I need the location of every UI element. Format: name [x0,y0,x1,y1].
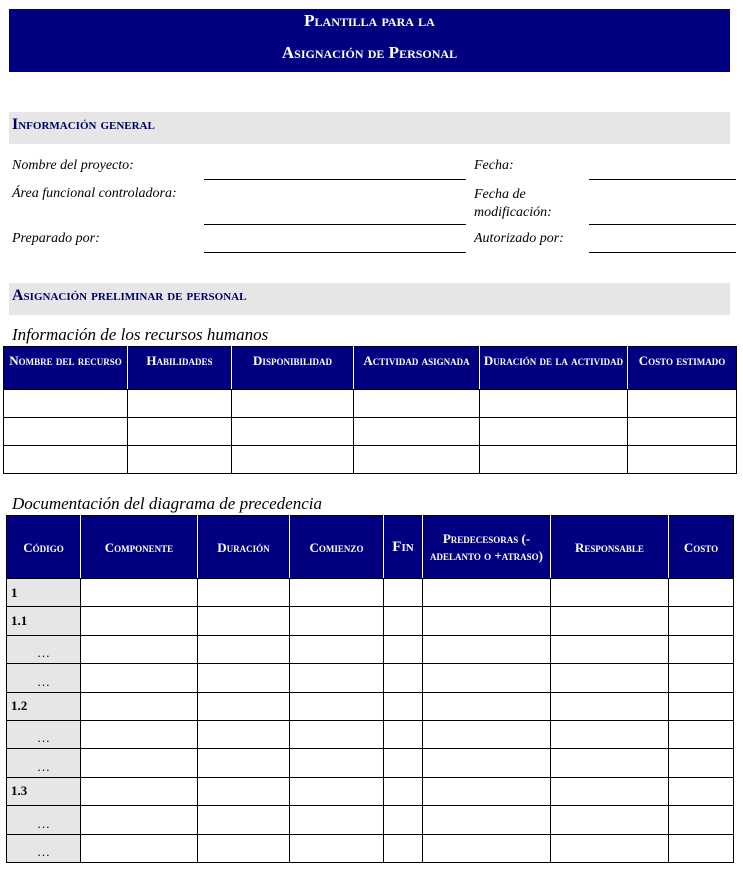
cell-code: 1.2 [7,692,81,720]
cell-duration[interactable] [198,806,290,834]
cell-responsible[interactable] [551,720,669,748]
project-name-label: Nombre del proyecto: [12,158,134,173]
cell-code: … [7,720,81,748]
table-row [7,720,734,748]
col-header-duration: Duración [198,516,290,579]
col-header-resource-name: Nombre del recurso [4,347,128,390]
cell-cost[interactable] [669,834,734,862]
table-row [7,692,734,720]
cell-code: … [7,664,81,692]
col-header-start: Comienzo [290,516,384,579]
cell-end[interactable] [384,720,423,748]
cell-duration[interactable] [198,607,290,635]
cell-cost[interactable] [669,692,734,720]
cell-skills[interactable] [128,390,232,418]
prepared-by-field[interactable] [204,252,466,253]
cell-predecessors[interactable] [423,664,551,692]
col-header-assigned-activity: Actividad asignada [354,347,480,390]
cell-component[interactable] [81,806,198,834]
cell-start[interactable] [290,635,384,663]
cell-start[interactable] [290,720,384,748]
cell-duration[interactable] [198,635,290,663]
precedence-table [6,515,734,863]
cell-assigned-activity[interactable] [354,390,480,418]
cell-predecessors[interactable] [423,607,551,635]
cell-skills[interactable] [128,446,232,474]
cell-resource-name[interactable] [4,390,128,418]
cell-end[interactable] [384,579,423,607]
table-row [7,777,734,805]
cell-availability[interactable] [232,418,354,446]
col-header-estimated-cost: Costo estimado [628,347,737,390]
col-header-skills: Habilidades [128,347,232,390]
cell-code: 1.3 [7,777,81,805]
cell-responsible[interactable] [551,777,669,805]
cell-end[interactable] [384,777,423,805]
date-field[interactable] [589,179,736,180]
modification-date-label: Fecha de modificación: [474,187,552,220]
cell-resource-name[interactable] [4,418,128,446]
cell-activity-duration[interactable] [480,418,628,446]
cell-start[interactable] [290,664,384,692]
section-general-info [9,112,730,144]
cell-estimated-cost[interactable] [628,446,737,474]
cell-activity-duration[interactable] [480,390,628,418]
cell-code: … [7,749,81,777]
precedence-subtitle: Documentación del diagrama de precedencia [12,494,323,513]
modification-date-field[interactable] [589,224,736,225]
table-row [7,607,734,635]
cell-start[interactable] [290,777,384,805]
table-row [4,390,737,418]
cell-start[interactable] [290,692,384,720]
title-banner [9,9,730,72]
cell-availability[interactable] [232,446,354,474]
cell-predecessors[interactable] [423,777,551,805]
cell-component[interactable] [81,664,198,692]
cell-cost[interactable] [669,777,734,805]
cell-cost[interactable] [669,607,734,635]
col-header-code: Código [7,516,81,579]
section-preliminary-assignment [9,283,730,315]
authorized-by-field[interactable] [589,252,736,253]
cell-cost[interactable] [669,806,734,834]
section-heading: Información general [12,116,155,133]
table-row [7,834,734,862]
cell-estimated-cost[interactable] [628,418,737,446]
table-header-row [7,516,734,579]
cell-code: … [7,806,81,834]
cell-predecessors[interactable] [423,692,551,720]
hr-info-table [3,346,737,474]
title-line-1: Plantilla para la [304,11,435,30]
authorized-by-label: Autorizado por: [474,231,564,246]
cell-cost[interactable] [669,635,734,663]
cell-skills[interactable] [128,418,232,446]
cell-start[interactable] [290,806,384,834]
table-row [4,418,737,446]
cell-predecessors[interactable] [423,806,551,834]
cell-duration[interactable] [198,664,290,692]
col-header-end: Fin [384,516,423,579]
table-row [4,446,737,474]
table-row [7,579,734,607]
cell-end[interactable] [384,749,423,777]
prepared-by-label: Preparado por: [12,231,100,246]
cell-code: … [7,834,81,862]
cell-code: … [7,635,81,663]
cell-assigned-activity[interactable] [354,446,480,474]
cell-start[interactable] [290,834,384,862]
cell-responsible[interactable] [551,749,669,777]
col-header-predecessors: Predecesoras (-adelanto o +atraso) [423,516,551,579]
cell-duration[interactable] [198,749,290,777]
cell-start[interactable] [290,579,384,607]
cell-assigned-activity[interactable] [354,418,480,446]
cell-component[interactable] [81,579,198,607]
table-row [7,635,734,663]
cell-predecessors[interactable] [423,720,551,748]
cell-responsible[interactable] [551,692,669,720]
cell-cost[interactable] [669,579,734,607]
table-row [7,664,734,692]
cell-component[interactable] [81,834,198,862]
cell-responsible[interactable] [551,635,669,663]
cell-responsible[interactable] [551,664,669,692]
col-header-activity-duration: Duración de la actividad [480,347,628,390]
col-header-component: Componente [81,516,198,579]
cell-component[interactable] [81,635,198,663]
cell-duration[interactable] [198,777,290,805]
date-label: Fecha: [474,158,514,173]
cell-responsible[interactable] [551,806,669,834]
cell-duration[interactable] [198,834,290,862]
cell-resource-name[interactable] [4,446,128,474]
cell-component[interactable] [81,720,198,748]
cell-code: 1 [7,579,81,607]
cell-code: 1.1 [7,607,81,635]
cell-cost[interactable] [669,749,734,777]
cell-component[interactable] [81,692,198,720]
cell-end[interactable] [384,806,423,834]
cell-predecessors[interactable] [423,635,551,663]
cell-availability[interactable] [232,390,354,418]
col-header-availability: Disponibilidad [232,347,354,390]
table-row [7,749,734,777]
title-line-2: Asignación de Personal [281,43,458,62]
cell-duration[interactable] [198,579,290,607]
cell-end[interactable] [384,692,423,720]
project-name-field[interactable] [204,179,466,180]
cell-activity-duration[interactable] [480,446,628,474]
cell-component[interactable] [81,607,198,635]
section-heading: Asignación preliminar de personal [12,287,247,304]
cell-responsible[interactable] [551,607,669,635]
table-header-row [4,347,737,390]
cell-end[interactable] [384,664,423,692]
controlling-area-label: Área funcional controladora: [12,186,177,201]
cell-duration[interactable] [198,692,290,720]
cell-start[interactable] [290,607,384,635]
cell-responsible[interactable] [551,834,669,862]
hr-info-subtitle: Información de los recursos humanos [12,325,269,344]
controlling-area-field[interactable] [204,224,466,225]
cell-component[interactable] [81,749,198,777]
cell-estimated-cost[interactable] [628,390,737,418]
cell-end[interactable] [384,635,423,663]
cell-end[interactable] [384,607,423,635]
cell-start[interactable] [290,749,384,777]
col-header-cost: Costo [669,516,734,579]
cell-component[interactable] [81,777,198,805]
cell-predecessors[interactable] [423,834,551,862]
cell-predecessors[interactable] [423,749,551,777]
cell-duration[interactable] [198,720,290,748]
cell-predecessors[interactable] [423,579,551,607]
cell-end[interactable] [384,834,423,862]
cell-responsible[interactable] [551,579,669,607]
cell-cost[interactable] [669,720,734,748]
col-header-responsible: Responsable [551,516,669,579]
table-row [7,806,734,834]
cell-cost[interactable] [669,664,734,692]
